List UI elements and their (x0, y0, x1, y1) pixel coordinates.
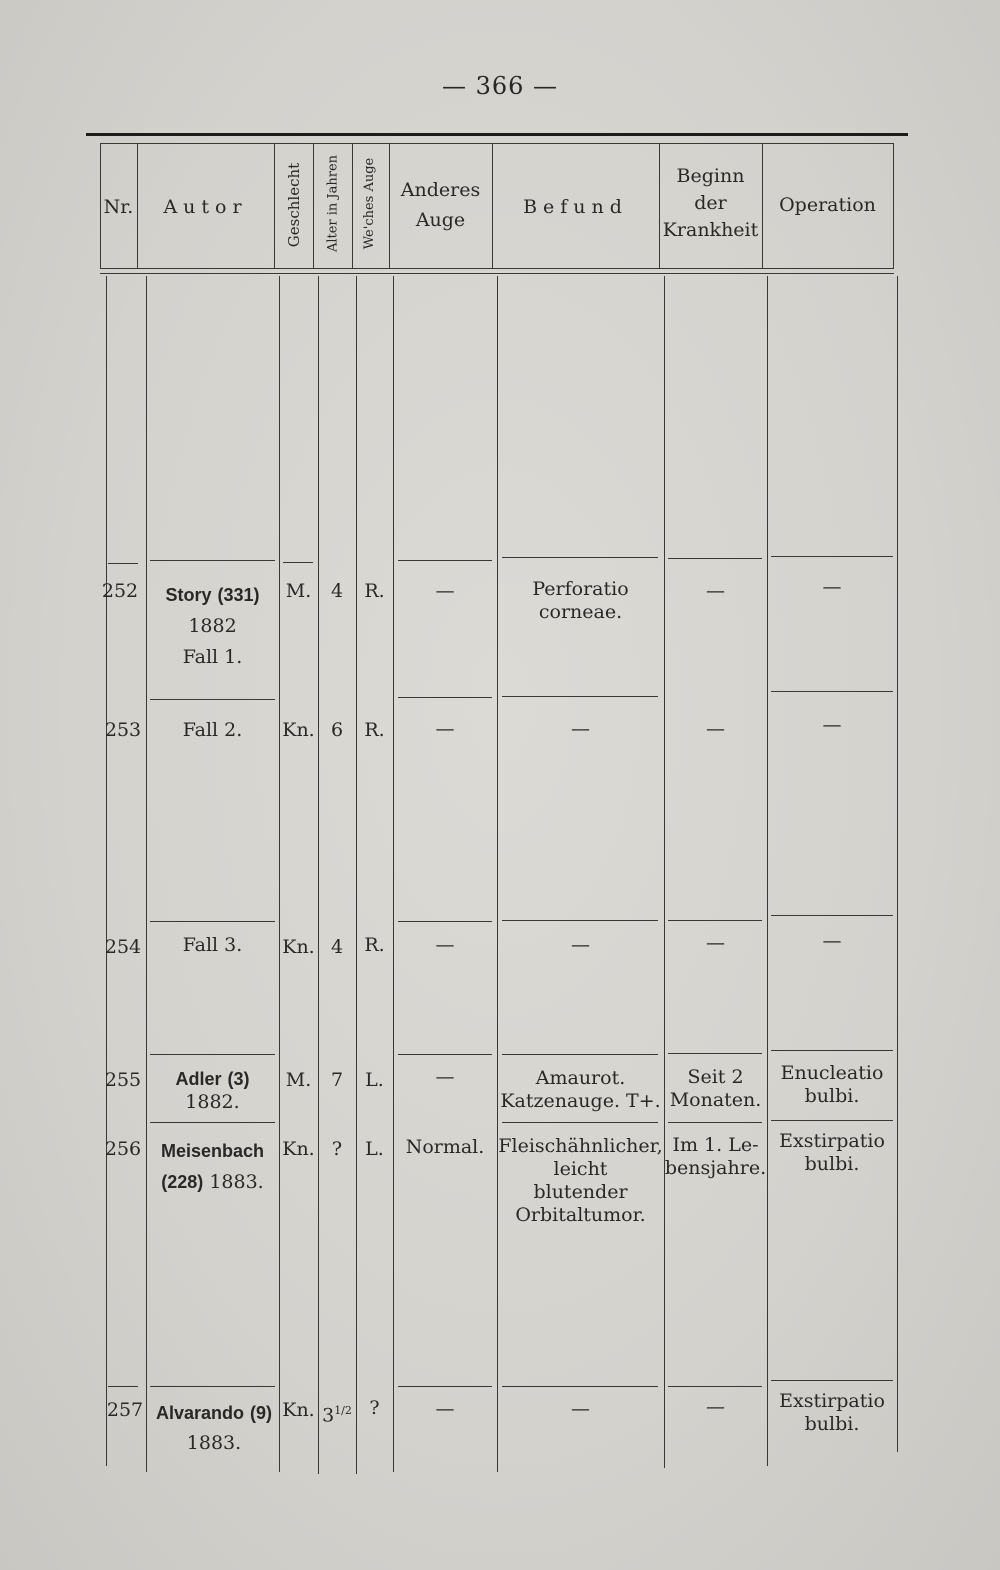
row-254-autor: Fall 3. (182, 934, 243, 956)
row-257-nr: 257 (106, 1399, 144, 1421)
row-256-befund-line4: Orbitaltumor. (515, 1204, 646, 1226)
row-255-autor-ref: (3) (227, 1069, 250, 1089)
hdr-divider (274, 143, 275, 268)
row-256-befund (497, 1135, 664, 1227)
row-separator (150, 1122, 275, 1123)
row-separator (668, 558, 762, 559)
header-anderes-auge (389, 175, 492, 235)
body-divider (497, 276, 498, 1472)
header-nr: Nr. (103, 196, 134, 218)
row-255-alter: 7 (330, 1069, 344, 1091)
row-252-anderes: — (435, 580, 455, 602)
row-255-autor-year: 1882. (185, 1091, 240, 1113)
row-separator (771, 1050, 893, 1051)
row-256-auge: L. (365, 1138, 384, 1160)
body-divider (356, 276, 357, 1474)
row-separator (398, 560, 492, 561)
row-separator (502, 557, 658, 558)
body-divider (393, 276, 394, 1472)
row-separator (502, 1054, 658, 1055)
row-separator (771, 1120, 893, 1121)
row-255-operation (767, 1062, 897, 1108)
row-separator (150, 921, 275, 922)
row-255-beginn (664, 1066, 767, 1112)
row-256-autor-ref: (228) (161, 1172, 204, 1192)
header-welches-auge: We'ches Auge (362, 157, 377, 250)
row-separator (283, 562, 313, 563)
row-255-geschlecht: M. (285, 1069, 312, 1091)
row-separator (398, 1386, 492, 1387)
row-separator (771, 691, 893, 692)
header-autor: Autor (163, 196, 248, 218)
row-255-befund-line1: Amaurot. (535, 1067, 626, 1089)
row-256-alter: ? (331, 1138, 343, 1160)
row-256-operation-line2: bulbi. (804, 1153, 860, 1175)
row-257-beginn: — (706, 1396, 725, 1418)
row-253-alter: 6 (330, 719, 344, 741)
row-252-geschlecht: M. (285, 580, 312, 602)
row-separator (771, 1380, 893, 1381)
header-anderes-line2: Auge (415, 209, 466, 231)
body-divider (767, 276, 768, 1466)
row-257-autor-ref: (9) (250, 1403, 273, 1423)
header-beginn-line2: der (694, 192, 727, 214)
row-252-alter: 4 (330, 580, 344, 602)
row-256-geschlecht: Kn. (282, 1138, 315, 1160)
row-256-operation (767, 1130, 897, 1176)
body-border-right (897, 276, 898, 1452)
header-beginn-line3: Krankheit (662, 219, 759, 241)
header-anderes-line1: Anderes (400, 179, 481, 201)
row-separator (502, 920, 658, 921)
row-separator (668, 1053, 762, 1054)
row-255-beginn-line2: Monaten. (669, 1089, 762, 1111)
row-255-befund (497, 1067, 664, 1113)
row-257-anderes: — (435, 1398, 455, 1420)
row-256-beginn (664, 1134, 767, 1180)
row-257-autor-name: Alvarando (155, 1403, 244, 1423)
row-254-beginn: — (706, 932, 725, 954)
row-separator (771, 556, 893, 557)
row-256-beginn-line1: Im 1. Le- (672, 1134, 759, 1156)
row-separator (150, 560, 275, 561)
row-257-autor-year: 1883. (186, 1432, 242, 1454)
row-253-auge: R. (364, 719, 385, 741)
row-252-beginn: — (706, 580, 725, 602)
page-number: — 366 — (441, 72, 559, 100)
table-top-rule (86, 133, 908, 136)
header-bottom-rule-2 (100, 273, 894, 274)
row-separator (108, 563, 138, 564)
row-253-operation: — (822, 714, 842, 736)
row-254-befund: — (571, 934, 590, 956)
row-256-autor (146, 1136, 279, 1198)
row-257-alter (318, 1399, 356, 1427)
row-254-alter: 4 (330, 936, 344, 958)
row-252-befund-line1: Perforatio (532, 578, 629, 600)
header-beginn (659, 163, 762, 244)
row-255-befund-line2: Katzenauge. T+. (500, 1090, 661, 1112)
row-separator (668, 920, 762, 921)
row-255-nr: 255 (104, 1069, 142, 1091)
row-256-operation-line1: Exstirpatio (779, 1130, 885, 1152)
row-252-autor-case: Fall 1. (182, 646, 243, 668)
header-befund: Befund (523, 196, 628, 218)
row-separator (150, 1386, 275, 1387)
table-top-rule-thin (100, 143, 894, 144)
row-255-operation-line1: Enucleatio (780, 1062, 884, 1084)
hdr-divider (313, 143, 314, 268)
row-255-autor (146, 1068, 279, 1114)
body-divider (146, 276, 147, 1472)
row-255-operation-line2: bulbi. (804, 1085, 860, 1107)
row-256-nr: 256 (104, 1138, 142, 1160)
row-253-beginn: — (706, 718, 725, 740)
row-257-autor (146, 1398, 282, 1458)
row-255-anderes: — (435, 1066, 455, 1088)
row-257-geschlecht: Kn. (282, 1399, 315, 1421)
row-256-befund-line3: blutender (533, 1181, 628, 1203)
row-separator (150, 1054, 275, 1055)
row-253-geschlecht: Kn. (282, 719, 315, 741)
row-257-alter-fraction: 1/2 (334, 1404, 352, 1417)
row-256-beginn-line2: bensjahre. (664, 1157, 767, 1179)
row-separator (108, 1386, 138, 1387)
row-separator (150, 699, 275, 700)
row-separator (502, 1122, 658, 1123)
row-256-autor-year: 1883. (209, 1171, 264, 1193)
row-254-auge: R. (364, 934, 385, 956)
row-252-autor-year: 1882 (188, 615, 237, 637)
row-252-befund (497, 578, 664, 624)
header-beginn-line1: Beginn (676, 165, 745, 187)
row-254-geschlecht: Kn. (282, 936, 315, 958)
row-254-operation: — (822, 930, 842, 952)
row-252-autor-name: Story (165, 585, 212, 605)
row-separator (398, 921, 492, 922)
row-253-anderes: — (435, 718, 455, 740)
hdr-divider (352, 143, 353, 268)
row-256-anderes: Normal. (405, 1136, 485, 1158)
row-252-autor (146, 580, 279, 673)
header-bottom-rule (100, 268, 894, 269)
row-separator (668, 1122, 762, 1123)
row-256-autor-name: Meisenbach (160, 1141, 265, 1161)
body-divider (279, 276, 280, 1472)
row-257-alter-whole: 3 (322, 1404, 335, 1427)
row-256-befund-line2: leicht (553, 1158, 608, 1180)
row-253-nr: 253 (104, 719, 142, 741)
row-255-auge: L. (365, 1069, 384, 1091)
row-253-autor: Fall 2. (182, 719, 243, 741)
header-geschlecht: Geschlecht (285, 162, 303, 248)
row-255-beginn-line1: Seit 2 (687, 1066, 744, 1088)
body-divider (106, 276, 107, 1466)
row-252-nr: 252 (101, 580, 139, 602)
row-253-befund: — (571, 718, 590, 740)
row-separator (398, 697, 492, 698)
row-254-anderes: — (435, 934, 455, 956)
row-252-befund-line2: corneae. (538, 601, 623, 623)
header-alter: Alter in Jahren (325, 154, 341, 253)
row-separator (398, 1054, 492, 1055)
row-255-autor-name: Adler (175, 1069, 222, 1089)
row-252-auge: R. (364, 580, 385, 602)
row-252-operation: — (822, 576, 842, 598)
row-257-operation-line2: bulbi. (804, 1413, 860, 1435)
row-257-operation-line1: Exstirpatio (779, 1390, 885, 1412)
row-257-befund: — (571, 1398, 590, 1420)
header-operation: Operation (779, 194, 876, 216)
hdr-border-right (893, 143, 894, 268)
row-separator (668, 1386, 762, 1387)
row-257-auge: ? (369, 1397, 380, 1419)
body-divider (318, 276, 319, 1474)
row-separator (771, 915, 893, 916)
row-252-autor-ref: (331) (217, 585, 260, 605)
row-256-befund-line1: Fleischähnlicher, (498, 1135, 663, 1157)
row-separator (502, 696, 658, 697)
body-divider (664, 276, 665, 1468)
row-254-nr: 254 (104, 936, 142, 958)
row-separator (502, 1386, 658, 1387)
row-257-operation (767, 1390, 897, 1436)
